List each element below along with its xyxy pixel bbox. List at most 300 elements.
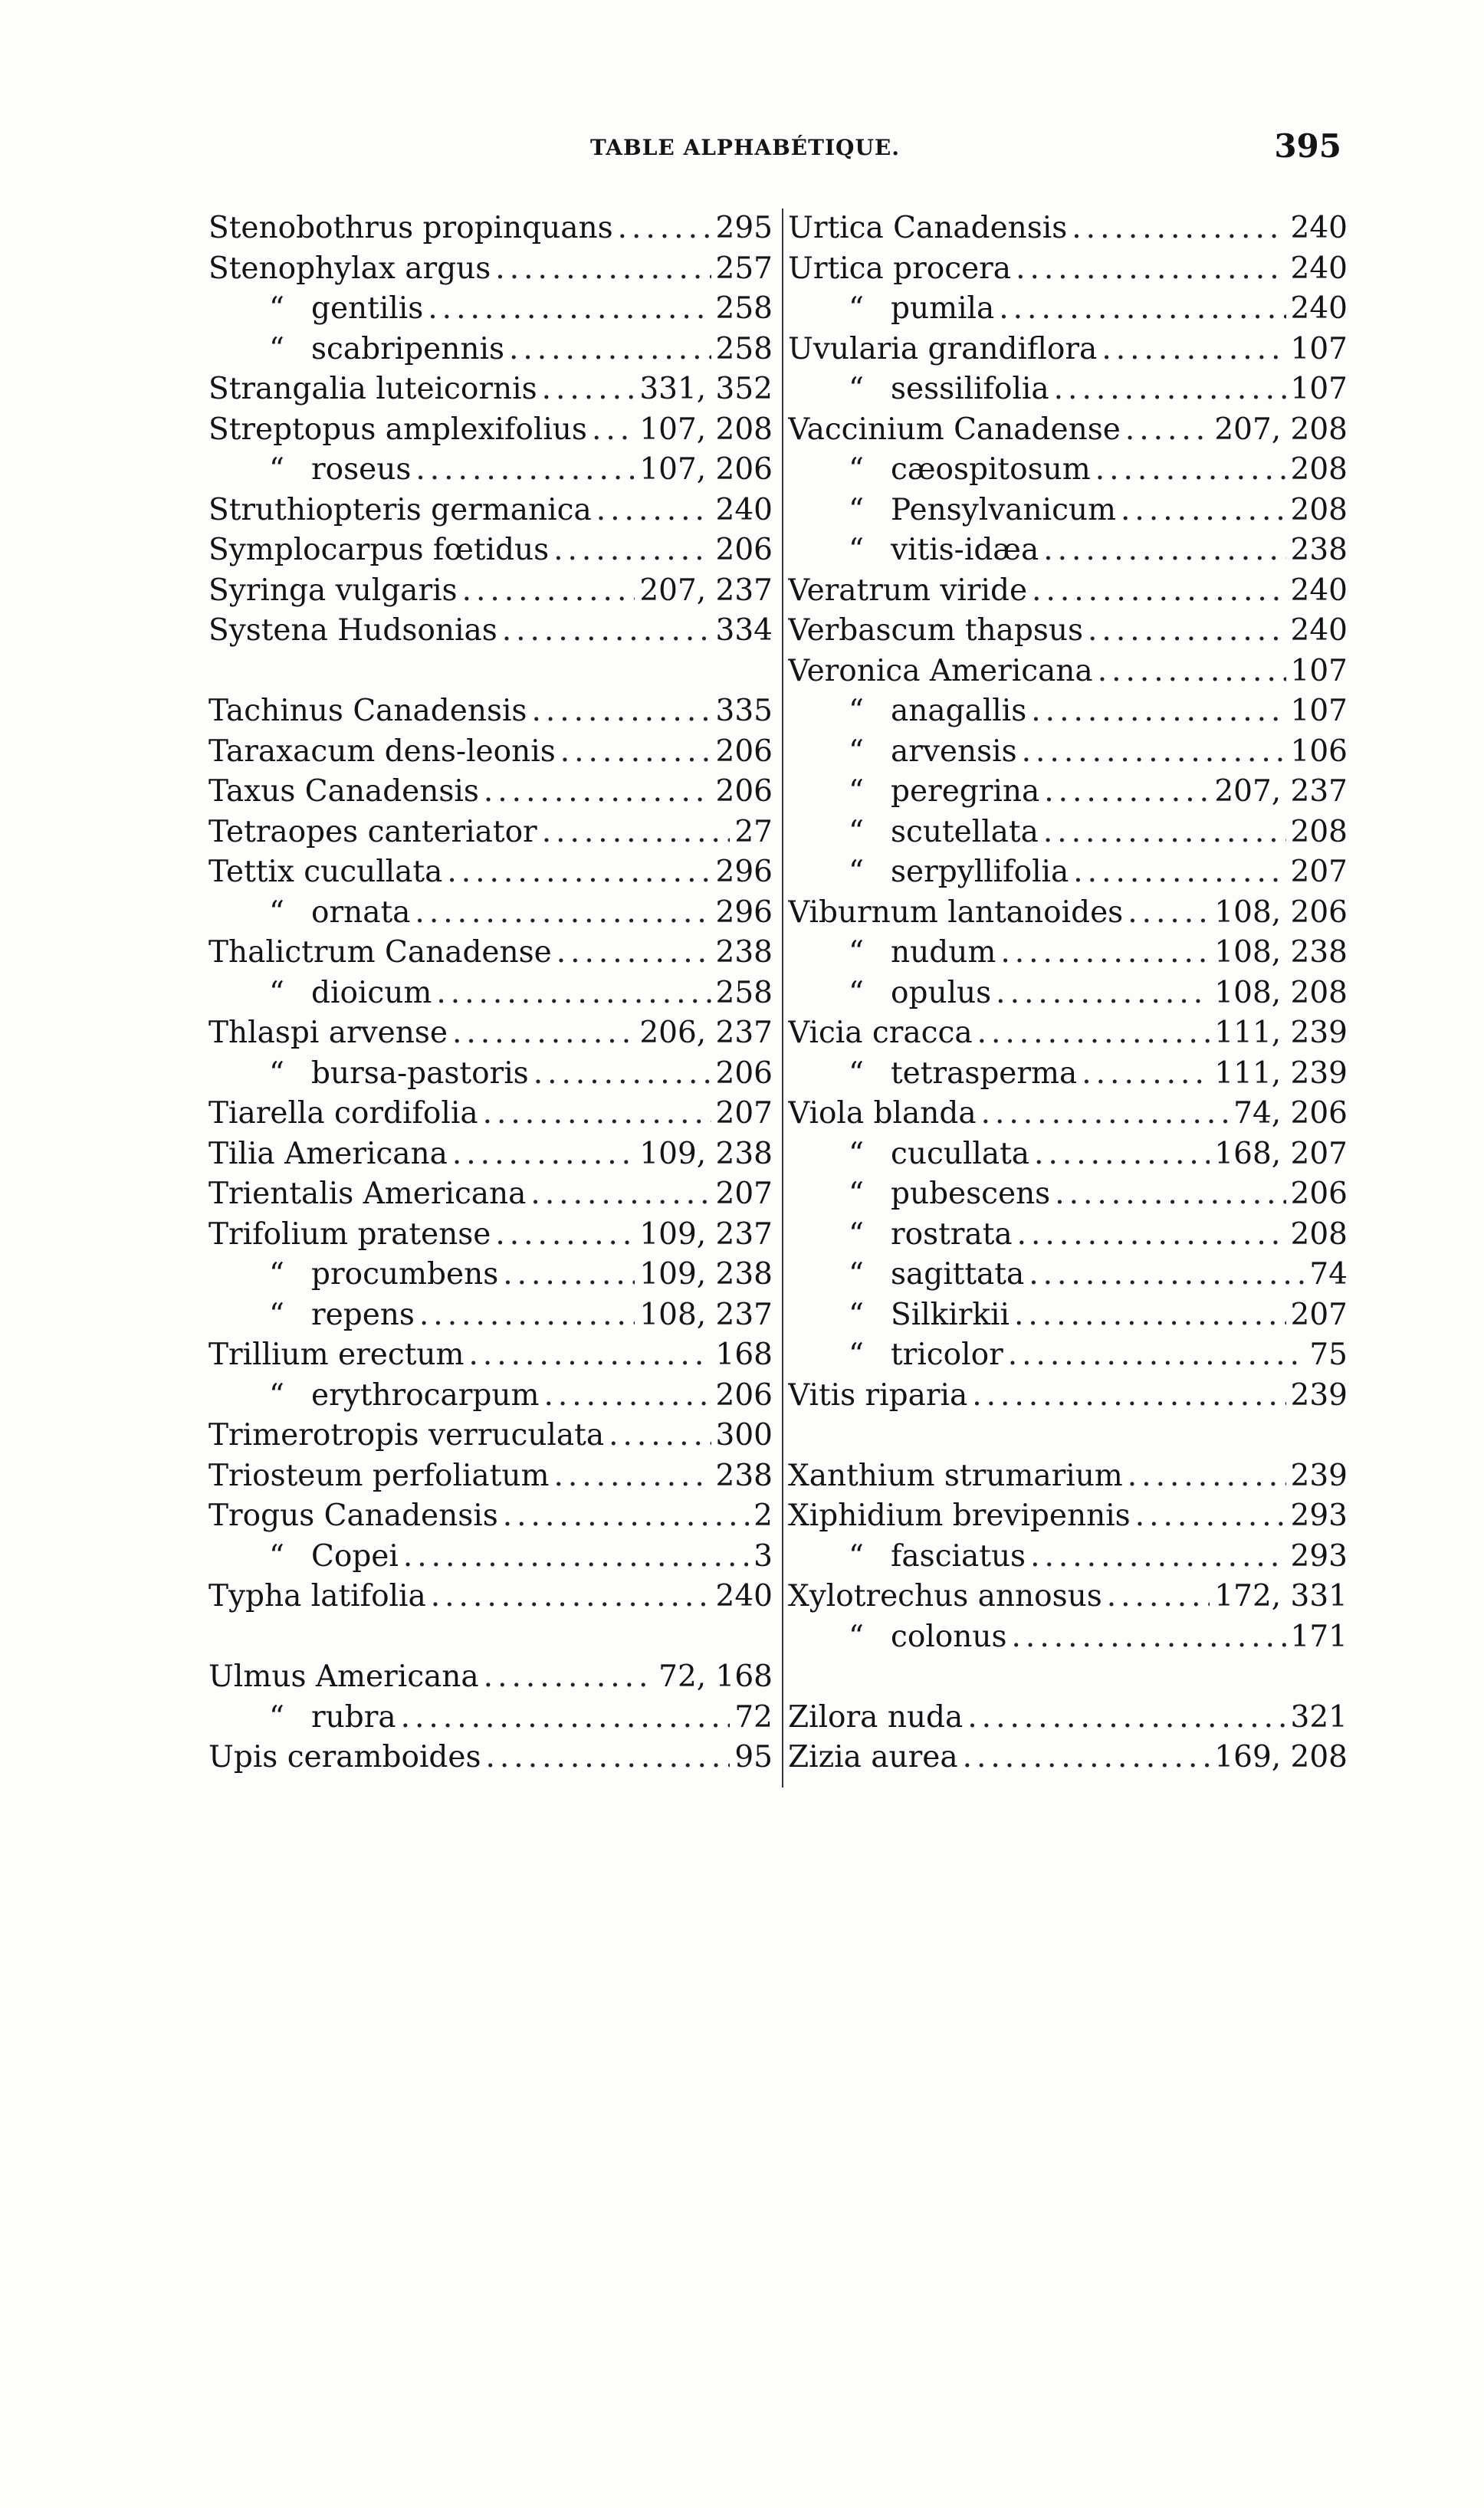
index-gap xyxy=(208,652,773,692)
dot-leader xyxy=(977,1013,1210,1054)
ditto-mark: “ xyxy=(269,1055,284,1091)
index-entry xyxy=(788,933,1348,973)
ditto-mark: “ xyxy=(849,372,864,406)
index-entry xyxy=(208,1496,773,1537)
entry-name-text: scabripennis xyxy=(311,331,504,366)
index-entry xyxy=(788,1376,1348,1416)
ditto-entry-name xyxy=(788,289,994,330)
ditto-entry-name xyxy=(788,772,1039,812)
entry-name: Tachinus Canadensis xyxy=(208,694,527,728)
index-entry xyxy=(788,1134,1348,1175)
ditto-entry-name xyxy=(208,330,504,370)
index-entry xyxy=(788,1537,1348,1577)
index-entry xyxy=(788,1335,1348,1376)
ditto-entry-name xyxy=(208,973,432,1014)
entry-pages: 240 xyxy=(1290,613,1348,648)
dot-leader xyxy=(967,1698,1285,1738)
index-entry xyxy=(208,933,773,973)
index-entry xyxy=(208,1134,773,1175)
dot-leader xyxy=(1098,652,1286,692)
dot-leader xyxy=(609,1416,711,1456)
index-entry xyxy=(208,852,773,893)
dot-leader xyxy=(1029,1255,1305,1295)
dot-leader xyxy=(963,1738,1210,1778)
entry-pages: 257 xyxy=(715,251,773,286)
index-entry xyxy=(208,1094,773,1134)
entry-pages: 108, 238 xyxy=(1214,935,1348,970)
index-entry xyxy=(208,893,773,934)
index-entry xyxy=(788,1215,1348,1256)
entry-pages: 239 xyxy=(1290,1458,1348,1493)
index-entry xyxy=(788,652,1348,692)
dot-leader xyxy=(431,1577,711,1617)
dot-leader xyxy=(436,973,711,1014)
entry-pages: 206 xyxy=(715,734,773,769)
ditto-entry-name xyxy=(788,1617,1007,1658)
entry-pages: 334 xyxy=(715,613,773,648)
entry-pages: 258 xyxy=(715,975,773,1010)
ditto-entry-name xyxy=(208,289,423,330)
ditto-mark: “ xyxy=(269,1257,284,1292)
index-entry xyxy=(208,1376,773,1416)
dot-leader xyxy=(1082,1054,1210,1095)
index-entry xyxy=(788,1295,1348,1336)
entry-pages: 27 xyxy=(734,814,773,849)
index-entry xyxy=(208,491,773,531)
dot-leader xyxy=(981,1094,1230,1134)
index-entry xyxy=(788,732,1348,773)
entry-pages: 169, 208 xyxy=(1214,1740,1348,1774)
entry-name: Tettix cucullata xyxy=(208,855,443,889)
entry-pages: 206, 237 xyxy=(639,1016,773,1050)
ditto-mark: “ xyxy=(269,1297,284,1332)
ditto-mark: “ xyxy=(269,1377,284,1413)
dot-leader xyxy=(447,852,711,893)
entry-name: Xanthium strumarium xyxy=(788,1458,1123,1493)
index-entry xyxy=(788,1617,1348,1658)
entry-name: Tilia Americana xyxy=(208,1136,448,1171)
ditto-entry-name xyxy=(788,1054,1077,1095)
dot-leader xyxy=(1095,450,1286,491)
entry-pages: 74, 206 xyxy=(1233,1096,1348,1131)
ditto-mark: “ xyxy=(269,331,284,366)
entry-name: Strangalia luteicornis xyxy=(208,372,537,406)
dot-leader xyxy=(484,1657,654,1698)
index-entry xyxy=(788,852,1348,893)
ditto-mark: “ xyxy=(849,1338,864,1372)
index-entry xyxy=(208,369,773,410)
entry-name-text: cæospitosum xyxy=(891,452,1091,487)
index-column-right xyxy=(782,208,1348,1787)
entry-name: Verbascum thapsus xyxy=(788,613,1084,648)
ditto-mark: “ xyxy=(269,1538,284,1574)
dot-leader xyxy=(553,1456,711,1497)
entry-name-text: colonus xyxy=(891,1619,1007,1654)
ditto-entry-name xyxy=(788,450,1091,491)
index-entry xyxy=(208,330,773,370)
index-entry xyxy=(788,450,1348,491)
entry-pages: 108, 237 xyxy=(639,1297,773,1332)
entry-name: Symplocarpus fœtidus xyxy=(208,533,550,567)
dot-leader xyxy=(486,1738,731,1778)
entry-name-text: nudum xyxy=(891,935,996,970)
index-entry xyxy=(208,1537,773,1577)
entry-pages: 208 xyxy=(1290,492,1348,527)
index-entry xyxy=(788,369,1348,410)
entry-pages: 108, 208 xyxy=(1214,975,1348,1010)
entry-name: Thalictrum Canadense xyxy=(208,935,552,970)
dot-leader xyxy=(1054,369,1286,410)
ditto-entry-name xyxy=(208,1537,399,1577)
index-entry xyxy=(788,330,1348,370)
entry-name-text: pubescens xyxy=(891,1177,1051,1211)
dot-leader xyxy=(1016,249,1285,290)
dot-leader xyxy=(452,1134,635,1175)
entry-name-text: cucullata xyxy=(891,1136,1030,1171)
ditto-mark: “ xyxy=(269,895,284,930)
entry-pages: 107 xyxy=(1290,331,1348,366)
dot-leader xyxy=(1088,611,1286,652)
entry-name-text: arvensis xyxy=(891,734,1017,769)
entry-name: Xiphidium brevipennis xyxy=(788,1499,1131,1533)
index-entry xyxy=(788,893,1348,934)
dot-leader xyxy=(972,1376,1285,1416)
entry-name-text: Pensylvanicum xyxy=(891,492,1117,527)
entry-name: Veratrum viride xyxy=(788,573,1028,608)
index-entry xyxy=(788,1496,1348,1537)
entry-pages: 74 xyxy=(1309,1257,1348,1292)
entry-name-text: serpyllifolia xyxy=(891,855,1069,889)
entry-name-text: sagittata xyxy=(891,1257,1025,1292)
index-entry xyxy=(788,691,1348,732)
entry-pages: 207, 237 xyxy=(1214,774,1348,809)
index-entry xyxy=(788,289,1348,330)
entry-pages: 111, 239 xyxy=(1214,1055,1348,1091)
entry-pages: 107, 208 xyxy=(639,412,773,447)
index-entry xyxy=(788,611,1348,652)
ditto-mark: “ xyxy=(849,492,864,527)
entry-pages: 207 xyxy=(1290,855,1348,889)
dot-leader xyxy=(419,1295,635,1336)
ditto-entry-name xyxy=(788,1174,1050,1215)
entry-pages: 295 xyxy=(715,211,773,245)
dot-leader xyxy=(1034,1134,1210,1175)
entry-pages: 206 xyxy=(715,774,773,809)
entry-pages: 258 xyxy=(715,331,773,366)
entry-name: Uvularia grandiflora xyxy=(788,331,1098,366)
ditto-entry-name xyxy=(208,1255,498,1295)
ditto-entry-name xyxy=(788,933,996,973)
dot-leader xyxy=(556,933,711,973)
entry-name-text: sessilifolia xyxy=(891,372,1049,406)
index-gap xyxy=(788,1416,1348,1456)
ditto-entry-name xyxy=(788,1215,1013,1256)
entry-pages: 171 xyxy=(1290,1619,1348,1654)
ditto-mark: “ xyxy=(849,814,864,849)
dot-leader xyxy=(1012,1617,1286,1658)
index-entry xyxy=(208,289,773,330)
ditto-entry-name xyxy=(788,691,1026,732)
ditto-mark: “ xyxy=(849,1216,864,1252)
entry-pages: 107 xyxy=(1290,372,1348,406)
entry-name: Trifolium pratense xyxy=(208,1216,491,1252)
entry-pages: 108, 206 xyxy=(1214,895,1348,930)
entry-name-text: ornata xyxy=(311,895,411,930)
dot-leader xyxy=(531,691,711,732)
entry-name: Trogus Canadensis xyxy=(208,1499,498,1533)
index-entry xyxy=(208,1698,773,1738)
ditto-mark: “ xyxy=(849,734,864,769)
entry-pages: 206 xyxy=(715,1055,773,1091)
entry-pages: 107 xyxy=(1290,694,1348,728)
dot-leader xyxy=(1128,1456,1286,1497)
index-entry xyxy=(788,1174,1348,1215)
dot-leader xyxy=(999,289,1285,330)
entry-name: Xylotrechus annosus xyxy=(788,1579,1102,1613)
dot-leader xyxy=(996,973,1210,1014)
entry-pages: 293 xyxy=(1290,1538,1348,1574)
entry-name-text: bursa-pastoris xyxy=(311,1055,529,1091)
entry-pages: 172, 331 xyxy=(1214,1579,1348,1613)
entry-pages: 107, 206 xyxy=(639,452,773,487)
dot-leader xyxy=(1017,1215,1286,1256)
ditto-entry-name xyxy=(788,1255,1024,1295)
index-entry xyxy=(788,1054,1348,1095)
index-column-left xyxy=(208,208,773,1778)
ditto-entry-name xyxy=(788,1134,1029,1175)
index-entry xyxy=(788,1577,1348,1617)
entry-pages: 296 xyxy=(715,855,773,889)
dot-leader xyxy=(1014,1295,1286,1336)
index-entry xyxy=(788,1094,1348,1134)
index-entry xyxy=(788,973,1348,1014)
entry-name: Trimerotropis verruculata xyxy=(208,1418,605,1453)
entry-pages: 321 xyxy=(1290,1699,1348,1735)
entry-pages: 238 xyxy=(1290,533,1348,567)
dot-leader xyxy=(560,732,711,773)
index-entry xyxy=(208,450,773,491)
entry-name-text: erythrocarpum xyxy=(311,1377,540,1413)
ditto-mark: “ xyxy=(269,291,284,326)
entry-pages: 239 xyxy=(1290,1377,1348,1413)
entry-pages: 208 xyxy=(1290,1216,1348,1252)
entry-pages: 208 xyxy=(1290,814,1348,849)
dot-leader xyxy=(1043,812,1286,853)
page-number: 395 xyxy=(1274,127,1341,165)
ditto-mark: “ xyxy=(269,975,284,1010)
entry-pages: 207 xyxy=(715,1177,773,1211)
index-entry xyxy=(788,410,1348,451)
dot-leader xyxy=(503,1255,635,1295)
entry-pages: 240 xyxy=(1290,291,1348,326)
index-entry xyxy=(788,1738,1348,1778)
index-entry xyxy=(208,1657,773,1698)
entry-pages: 106 xyxy=(1290,734,1348,769)
entry-name-text: repens xyxy=(311,1297,415,1332)
ditto-mark: “ xyxy=(849,1055,864,1091)
entry-name-text: gentilis xyxy=(311,291,424,326)
entry-name: Tiarella cordifolia xyxy=(208,1096,478,1131)
dot-leader xyxy=(415,893,711,934)
index-entry xyxy=(208,1013,773,1054)
ditto-entry-name xyxy=(788,973,991,1014)
dot-leader xyxy=(1031,691,1285,732)
entry-name: Typha latifolia xyxy=(208,1579,426,1613)
entry-name: Vitis riparia xyxy=(788,1377,968,1413)
index-entry xyxy=(788,1013,1348,1054)
entry-pages: 240 xyxy=(1290,211,1348,245)
ditto-entry-name xyxy=(208,1698,396,1738)
entry-pages: 3 xyxy=(753,1538,773,1574)
running-title: TABLE ALPHABÉTIQUE. xyxy=(590,135,900,160)
ditto-mark: “ xyxy=(269,1699,284,1735)
index-entry xyxy=(788,1456,1348,1497)
index-entry xyxy=(788,491,1348,531)
ditto-mark: “ xyxy=(849,1297,864,1332)
entry-pages: 208 xyxy=(1290,452,1348,487)
ditto-entry-name xyxy=(208,1054,529,1095)
entry-name: Urtica procera xyxy=(788,251,1012,286)
entry-pages: 72 xyxy=(734,1699,773,1735)
dot-leader xyxy=(1102,330,1285,370)
entry-name-text: scutellata xyxy=(891,814,1039,849)
entry-name: Tetraopes canteriator xyxy=(208,814,537,849)
entry-pages: 296 xyxy=(715,895,773,930)
entry-name: Trillium erectum xyxy=(208,1338,465,1372)
entry-pages: 207, 208 xyxy=(1214,412,1348,447)
ditto-mark: “ xyxy=(849,975,864,1010)
entry-pages: 258 xyxy=(715,291,773,326)
entry-pages: 206 xyxy=(1290,1177,1348,1211)
ditto-entry-name xyxy=(208,893,410,934)
entry-name-text: opulus xyxy=(891,975,992,1010)
page-header xyxy=(207,123,1341,169)
dot-leader xyxy=(618,208,711,249)
dot-leader xyxy=(1121,491,1286,531)
dot-leader xyxy=(553,530,711,571)
entry-name-text: Copei xyxy=(311,1538,399,1574)
dot-leader xyxy=(592,410,635,451)
ditto-entry-name xyxy=(208,1376,539,1416)
ditto-mark: “ xyxy=(849,452,864,487)
dot-leader xyxy=(1135,1496,1286,1537)
dot-leader xyxy=(1043,530,1285,571)
index-entry xyxy=(208,1174,773,1215)
index-entry xyxy=(208,249,773,290)
index-entry xyxy=(208,1054,773,1095)
entry-pages: 240 xyxy=(715,492,773,527)
dot-leader xyxy=(1032,571,1286,612)
entry-pages: 2 xyxy=(753,1499,773,1533)
dot-leader xyxy=(542,812,731,853)
entry-pages: 109, 238 xyxy=(639,1257,773,1292)
entry-pages: 240 xyxy=(1290,573,1348,608)
index-gap xyxy=(208,1617,773,1658)
dot-leader xyxy=(403,1537,749,1577)
index-entry xyxy=(208,611,773,652)
entry-name-text: rubra xyxy=(311,1699,396,1735)
index-entry xyxy=(788,530,1348,571)
ditto-entry-name xyxy=(788,812,1039,853)
dot-leader xyxy=(1107,1577,1210,1617)
entry-name-text: vitis-idæa xyxy=(891,533,1039,567)
entry-name: Viola blanda xyxy=(788,1096,977,1131)
entry-name: Triosteum perfoliatum xyxy=(208,1458,550,1493)
index-entry xyxy=(208,1335,773,1376)
index-entry xyxy=(208,973,773,1014)
ditto-entry-name xyxy=(788,369,1049,410)
dot-leader xyxy=(1128,893,1210,934)
ditto-entry-name xyxy=(208,450,411,491)
entry-pages: 75 xyxy=(1309,1338,1348,1372)
entry-pages: 95 xyxy=(734,1740,773,1774)
entry-pages: 207 xyxy=(715,1096,773,1131)
ditto-mark: “ xyxy=(849,935,864,970)
entry-pages: 300 xyxy=(715,1418,773,1453)
entry-name: Vicia cracca xyxy=(788,1016,973,1050)
entry-pages: 293 xyxy=(1290,1499,1348,1533)
index-entry xyxy=(208,1416,773,1456)
dot-leader xyxy=(596,491,711,531)
index-entry xyxy=(208,410,773,451)
entry-pages: 107 xyxy=(1290,653,1348,688)
entry-pages: 240 xyxy=(715,1579,773,1613)
index-entry xyxy=(208,772,773,812)
ditto-entry-name xyxy=(788,1537,1026,1577)
ditto-entry-name xyxy=(788,852,1069,893)
entry-name: Ulmus Americana xyxy=(208,1659,479,1694)
index-entry xyxy=(208,208,773,249)
entry-pages: 331, 352 xyxy=(639,372,773,406)
entry-name: Zilora nuda xyxy=(788,1699,964,1735)
entry-name-text: dioicum xyxy=(311,975,432,1010)
index-entry xyxy=(208,812,773,853)
entry-pages: 111, 239 xyxy=(1214,1016,1348,1050)
index-entry xyxy=(208,732,773,773)
index-entry xyxy=(788,1698,1348,1738)
entry-name: Syringa vulgaris xyxy=(208,573,458,608)
index-entry xyxy=(788,812,1348,853)
index-entry xyxy=(788,571,1348,612)
ditto-entry-name xyxy=(788,530,1039,571)
index-entry xyxy=(208,1215,773,1256)
dot-leader xyxy=(484,772,711,812)
index-entry xyxy=(208,1456,773,1497)
entry-pages: 206 xyxy=(715,1377,773,1413)
ditto-mark: “ xyxy=(849,291,864,326)
ditto-mark: “ xyxy=(849,1177,864,1211)
ditto-mark: “ xyxy=(849,1136,864,1171)
ditto-entry-name xyxy=(788,491,1116,531)
index-entry xyxy=(208,1738,773,1778)
entry-name: Taraxacum dens-leonis xyxy=(208,734,556,769)
entry-name-text: rostrata xyxy=(891,1216,1013,1252)
ditto-mark: “ xyxy=(849,1257,864,1292)
entry-pages: 238 xyxy=(715,1458,773,1493)
entry-name-text: roseus xyxy=(311,452,412,487)
entry-name-text: tetrasperma xyxy=(891,1055,1078,1091)
dot-leader xyxy=(1030,1537,1285,1577)
entry-name: Taxus Canadensis xyxy=(208,774,479,809)
index-entry xyxy=(208,1577,773,1617)
index-entry xyxy=(788,208,1348,249)
entry-name: Trientalis Americana xyxy=(208,1177,527,1211)
dot-leader xyxy=(1044,772,1210,812)
dot-leader xyxy=(401,1698,731,1738)
entry-name-text: tricolor xyxy=(891,1338,1003,1372)
ditto-entry-name xyxy=(788,732,1017,773)
entry-name: Stenobothrus propinquans xyxy=(208,211,613,245)
